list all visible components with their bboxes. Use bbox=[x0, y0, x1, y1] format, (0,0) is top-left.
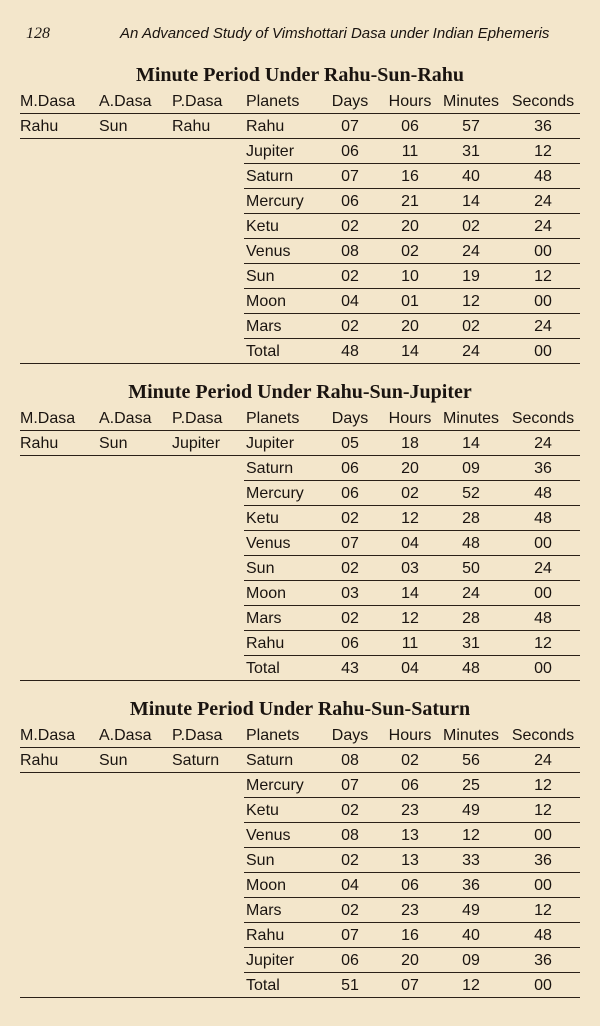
minutes-cell: 48 bbox=[462, 535, 480, 552]
column-header-hours: Hours bbox=[388, 93, 432, 110]
column-header-hours: Hours bbox=[388, 727, 432, 744]
seconds-cell: 00 bbox=[534, 535, 552, 552]
hours-cell: 23 bbox=[401, 802, 419, 819]
seconds-cell: 36 bbox=[534, 852, 552, 869]
column-header-a-dasa: A.Dasa bbox=[99, 93, 152, 110]
column-header-seconds: Seconds bbox=[511, 410, 575, 427]
table-row bbox=[0, 923, 600, 948]
minutes-cell: 48 bbox=[462, 660, 480, 677]
table-row bbox=[0, 898, 600, 923]
table-row bbox=[0, 139, 600, 164]
table-row bbox=[0, 289, 600, 314]
seconds-cell: 00 bbox=[534, 977, 552, 994]
column-header-p-dasa: P.Dasa bbox=[172, 410, 223, 427]
column-header-row bbox=[0, 91, 600, 113]
seconds-cell: 48 bbox=[534, 485, 552, 502]
minutes-cell: 49 bbox=[462, 802, 480, 819]
hours-cell: 10 bbox=[401, 268, 419, 285]
row-rule bbox=[20, 997, 580, 998]
planets-cell: Total bbox=[246, 343, 280, 360]
days-cell: 51 bbox=[341, 977, 359, 994]
p-dasa-cell: Jupiter bbox=[172, 435, 221, 452]
minutes-cell: 12 bbox=[462, 827, 480, 844]
days-cell: 03 bbox=[341, 585, 359, 602]
days-cell: 07 bbox=[341, 927, 359, 944]
hours-cell: 16 bbox=[401, 168, 419, 185]
column-header-a-dasa: A.Dasa bbox=[99, 410, 152, 427]
column-header-minutes: Minutes bbox=[442, 93, 500, 110]
table-row bbox=[0, 456, 600, 481]
seconds-cell: 12 bbox=[534, 143, 552, 160]
seconds-cell: 36 bbox=[534, 952, 552, 969]
table-row bbox=[0, 189, 600, 214]
days-cell: 48 bbox=[341, 343, 359, 360]
table-row bbox=[0, 798, 600, 823]
column-header-minutes: Minutes bbox=[442, 410, 500, 427]
minutes-cell: 19 bbox=[462, 268, 480, 285]
days-cell: 06 bbox=[341, 635, 359, 652]
days-cell: 07 bbox=[341, 118, 359, 135]
planets-cell: Sun bbox=[246, 268, 275, 285]
days-cell: 02 bbox=[341, 802, 359, 819]
table-row bbox=[0, 164, 600, 189]
seconds-cell: 24 bbox=[534, 193, 552, 210]
minutes-cell: 14 bbox=[462, 193, 480, 210]
minutes-cell: 02 bbox=[462, 218, 480, 235]
seconds-cell: 24 bbox=[534, 318, 552, 335]
column-header-hours: Hours bbox=[388, 410, 432, 427]
column-header-m-dasa: M.Dasa bbox=[20, 410, 76, 427]
minutes-cell: 50 bbox=[462, 560, 480, 577]
table-row bbox=[0, 973, 600, 998]
days-cell: 02 bbox=[341, 268, 359, 285]
table-row bbox=[0, 823, 600, 848]
hours-cell: 03 bbox=[401, 560, 419, 577]
hours-cell: 04 bbox=[401, 660, 419, 677]
planets-cell: Saturn bbox=[246, 460, 294, 477]
p-dasa-cell: Saturn bbox=[172, 752, 220, 769]
column-header-a-dasa: A.Dasa bbox=[99, 727, 152, 744]
minutes-cell: 24 bbox=[462, 585, 480, 602]
days-cell: 02 bbox=[341, 510, 359, 527]
column-header-row bbox=[0, 408, 600, 430]
table-row bbox=[0, 656, 600, 681]
planets-cell: Mars bbox=[246, 902, 282, 919]
hours-cell: 02 bbox=[401, 752, 419, 769]
hours-cell: 13 bbox=[401, 852, 419, 869]
planets-cell: Jupiter bbox=[246, 143, 295, 160]
planets-cell: Ketu bbox=[246, 802, 279, 819]
table-body bbox=[0, 431, 600, 681]
section-title: Minute Period Under Rahu-Sun-Jupiter bbox=[128, 381, 472, 403]
days-cell: 02 bbox=[341, 852, 359, 869]
hours-cell: 13 bbox=[401, 827, 419, 844]
seconds-cell: 12 bbox=[534, 777, 552, 794]
days-cell: 02 bbox=[341, 318, 359, 335]
m-dasa-cell: Rahu bbox=[20, 118, 59, 135]
hours-cell: 21 bbox=[401, 193, 419, 210]
row-rule bbox=[20, 363, 580, 364]
days-cell: 05 bbox=[341, 435, 359, 452]
planets-cell: Mercury bbox=[246, 777, 304, 794]
a-dasa-cell: Sun bbox=[99, 118, 128, 135]
hours-cell: 12 bbox=[401, 610, 419, 627]
seconds-cell: 00 bbox=[534, 243, 552, 260]
hours-cell: 23 bbox=[401, 902, 419, 919]
planets-cell: Mercury bbox=[246, 485, 304, 502]
table-row bbox=[0, 606, 600, 631]
table-row bbox=[0, 531, 600, 556]
table-body bbox=[0, 748, 600, 998]
m-dasa-cell: Rahu bbox=[20, 752, 59, 769]
page-header bbox=[0, 22, 600, 46]
column-header-row bbox=[0, 725, 600, 747]
hours-cell: 06 bbox=[401, 118, 419, 135]
planets-cell: Rahu bbox=[246, 118, 285, 135]
minutes-cell: 12 bbox=[462, 293, 480, 310]
planets-cell: Venus bbox=[246, 243, 291, 260]
table-row bbox=[0, 214, 600, 239]
minutes-cell: 14 bbox=[462, 435, 480, 452]
column-header-seconds: Seconds bbox=[511, 727, 575, 744]
days-cell: 07 bbox=[341, 535, 359, 552]
seconds-cell: 00 bbox=[534, 827, 552, 844]
table-row bbox=[0, 264, 600, 289]
seconds-cell: 00 bbox=[534, 660, 552, 677]
minutes-cell: 31 bbox=[462, 635, 480, 652]
seconds-cell: 00 bbox=[534, 293, 552, 310]
seconds-cell: 48 bbox=[534, 927, 552, 944]
hours-cell: 11 bbox=[401, 143, 419, 160]
table-row bbox=[0, 873, 600, 898]
section-title: Minute Period Under Rahu-Sun-Rahu bbox=[135, 64, 465, 86]
days-cell: 04 bbox=[341, 293, 359, 310]
running-title: An Advanced Study of Vimshottari Dasa under Indian Ephemeris bbox=[120, 25, 550, 42]
section-title: Minute Period Under Rahu-Sun-Saturn bbox=[129, 698, 471, 720]
page-number: 128 bbox=[26, 25, 50, 42]
planets-cell: Ketu bbox=[246, 510, 279, 527]
table-row bbox=[0, 431, 600, 456]
table-row bbox=[0, 748, 600, 773]
planets-cell: Total bbox=[246, 977, 280, 994]
hours-cell: 02 bbox=[401, 485, 419, 502]
seconds-cell: 12 bbox=[534, 268, 552, 285]
seconds-cell: 12 bbox=[534, 635, 552, 652]
minutes-cell: 28 bbox=[462, 510, 480, 527]
p-dasa-cell: Rahu bbox=[172, 118, 211, 135]
planets-cell: Mars bbox=[246, 318, 282, 335]
minutes-cell: 09 bbox=[462, 952, 480, 969]
hours-cell: 02 bbox=[401, 243, 419, 260]
seconds-cell: 12 bbox=[534, 902, 552, 919]
seconds-cell: 48 bbox=[534, 510, 552, 527]
planets-cell: Moon bbox=[246, 293, 287, 310]
hours-cell: 04 bbox=[401, 535, 419, 552]
days-cell: 07 bbox=[341, 168, 359, 185]
table-row bbox=[0, 239, 600, 264]
hours-cell: 20 bbox=[401, 952, 419, 969]
planets-cell: Rahu bbox=[246, 635, 285, 652]
days-cell: 02 bbox=[341, 218, 359, 235]
seconds-cell: 24 bbox=[534, 218, 552, 235]
minutes-cell: 40 bbox=[462, 927, 480, 944]
planets-cell: Total bbox=[246, 660, 280, 677]
days-cell: 07 bbox=[341, 777, 359, 794]
hours-cell: 01 bbox=[401, 293, 419, 310]
days-cell: 04 bbox=[341, 877, 359, 894]
planets-cell: Mars bbox=[246, 610, 282, 627]
table-row bbox=[0, 314, 600, 339]
column-header-days: Days bbox=[331, 727, 369, 744]
table-row bbox=[0, 773, 600, 798]
hours-cell: 06 bbox=[401, 777, 419, 794]
table-row bbox=[0, 581, 600, 606]
minutes-cell: 25 bbox=[462, 777, 480, 794]
a-dasa-cell: Sun bbox=[99, 752, 128, 769]
hours-cell: 18 bbox=[401, 435, 419, 452]
seconds-cell: 00 bbox=[534, 343, 552, 360]
planets-cell: Moon bbox=[246, 585, 287, 602]
column-header-planets: Planets bbox=[246, 727, 300, 744]
table-row bbox=[0, 848, 600, 873]
minutes-cell: 24 bbox=[462, 343, 480, 360]
days-cell: 06 bbox=[341, 193, 359, 210]
seconds-cell: 12 bbox=[534, 802, 552, 819]
hours-cell: 16 bbox=[401, 927, 419, 944]
seconds-cell: 24 bbox=[534, 752, 552, 769]
table-row bbox=[0, 948, 600, 973]
seconds-cell: 00 bbox=[534, 877, 552, 894]
days-cell: 08 bbox=[341, 752, 359, 769]
planets-cell: Mercury bbox=[246, 193, 304, 210]
planets-cell: Sun bbox=[246, 852, 275, 869]
seconds-cell: 00 bbox=[534, 585, 552, 602]
column-header-p-dasa: P.Dasa bbox=[172, 727, 223, 744]
planets-cell: Saturn bbox=[246, 168, 294, 185]
days-cell: 06 bbox=[341, 485, 359, 502]
row-rule bbox=[20, 680, 580, 681]
days-cell: 02 bbox=[341, 560, 359, 577]
days-cell: 02 bbox=[341, 902, 359, 919]
planets-cell: Jupiter bbox=[246, 952, 295, 969]
minutes-cell: 56 bbox=[462, 752, 480, 769]
planets-cell: Venus bbox=[246, 535, 291, 552]
days-cell: 06 bbox=[341, 460, 359, 477]
planets-cell: Rahu bbox=[246, 927, 285, 944]
seconds-cell: 36 bbox=[534, 118, 552, 135]
seconds-cell: 48 bbox=[534, 610, 552, 627]
column-header-minutes: Minutes bbox=[442, 727, 500, 744]
minutes-cell: 24 bbox=[462, 243, 480, 260]
planets-cell: Venus bbox=[246, 827, 291, 844]
hours-cell: 20 bbox=[401, 218, 419, 235]
hours-cell: 20 bbox=[401, 460, 419, 477]
table-row bbox=[0, 506, 600, 531]
a-dasa-cell: Sun bbox=[99, 435, 128, 452]
minutes-cell: 52 bbox=[462, 485, 480, 502]
hours-cell: 11 bbox=[401, 635, 419, 652]
minutes-cell: 09 bbox=[462, 460, 480, 477]
column-header-m-dasa: M.Dasa bbox=[20, 93, 76, 110]
hours-cell: 14 bbox=[401, 585, 419, 602]
table-row bbox=[0, 339, 600, 364]
seconds-cell: 24 bbox=[534, 435, 552, 452]
table-body bbox=[0, 114, 600, 364]
hours-cell: 07 bbox=[401, 977, 419, 994]
days-cell: 08 bbox=[341, 827, 359, 844]
minutes-cell: 12 bbox=[462, 977, 480, 994]
minutes-cell: 40 bbox=[462, 168, 480, 185]
column-header-planets: Planets bbox=[246, 93, 300, 110]
column-header-planets: Planets bbox=[246, 410, 300, 427]
minutes-cell: 28 bbox=[462, 610, 480, 627]
planets-cell: Moon bbox=[246, 877, 287, 894]
minutes-cell: 31 bbox=[462, 143, 480, 160]
column-header-days: Days bbox=[331, 410, 369, 427]
minutes-cell: 36 bbox=[462, 877, 480, 894]
days-cell: 06 bbox=[341, 952, 359, 969]
minutes-cell: 57 bbox=[462, 118, 480, 135]
days-cell: 43 bbox=[341, 660, 359, 677]
minutes-cell: 33 bbox=[462, 852, 480, 869]
days-cell: 06 bbox=[341, 143, 359, 160]
hours-cell: 14 bbox=[401, 343, 419, 360]
m-dasa-cell: Rahu bbox=[20, 435, 59, 452]
days-cell: 02 bbox=[341, 610, 359, 627]
planets-cell: Jupiter bbox=[246, 435, 295, 452]
column-header-p-dasa: P.Dasa bbox=[172, 93, 223, 110]
column-header-seconds: Seconds bbox=[511, 93, 575, 110]
planets-cell: Sun bbox=[246, 560, 275, 577]
hours-cell: 06 bbox=[401, 877, 419, 894]
seconds-cell: 36 bbox=[534, 460, 552, 477]
seconds-cell: 48 bbox=[534, 168, 552, 185]
planets-cell: Ketu bbox=[246, 218, 279, 235]
minutes-cell: 49 bbox=[462, 902, 480, 919]
hours-cell: 12 bbox=[401, 510, 419, 527]
column-header-days: Days bbox=[331, 93, 369, 110]
seconds-cell: 24 bbox=[534, 560, 552, 577]
table-row bbox=[0, 481, 600, 506]
column-header-m-dasa: M.Dasa bbox=[20, 727, 76, 744]
table-row bbox=[0, 556, 600, 581]
minutes-cell: 02 bbox=[462, 318, 480, 335]
hours-cell: 20 bbox=[401, 318, 419, 335]
table-row bbox=[0, 114, 600, 139]
planets-cell: Saturn bbox=[246, 752, 294, 769]
days-cell: 08 bbox=[341, 243, 359, 260]
table-row bbox=[0, 631, 600, 656]
